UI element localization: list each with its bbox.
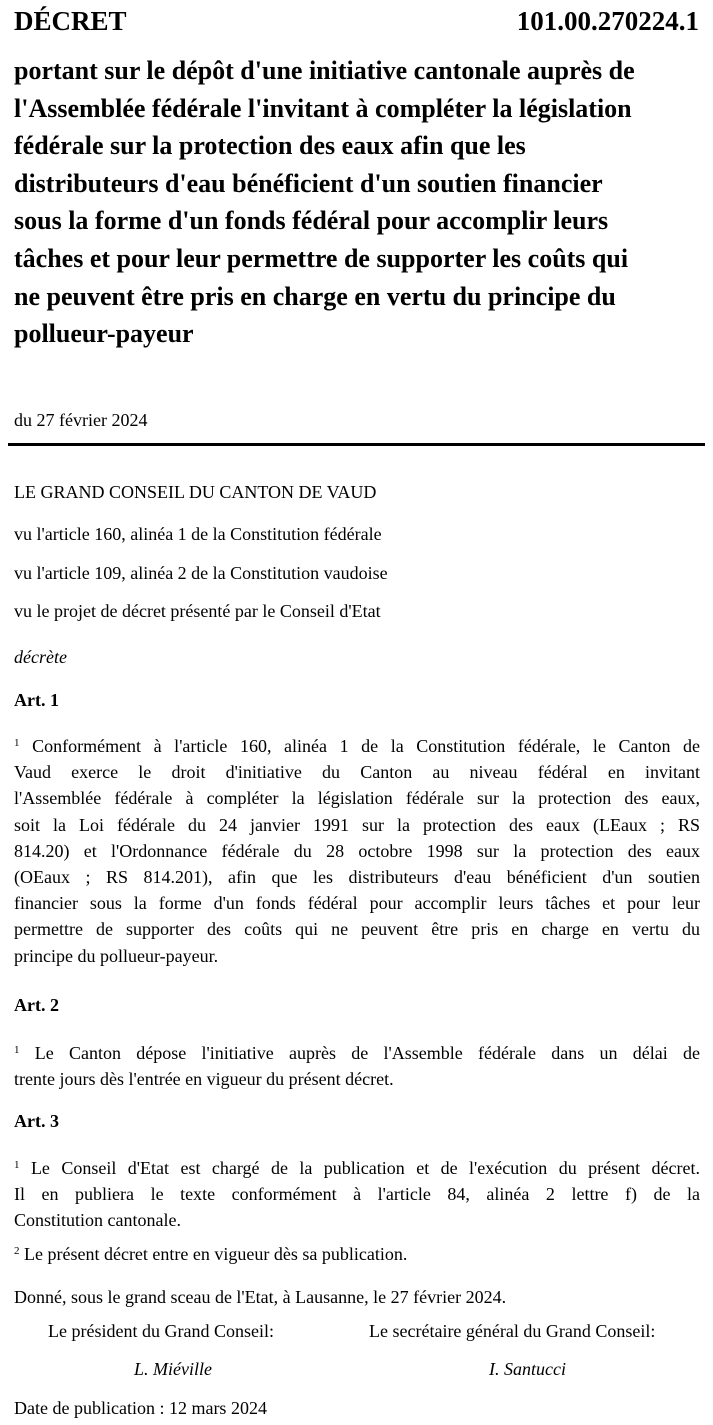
paragraph-line: 814.20) et l'Ordonnance fédérale du 28 octobre 1998 sur la protection des eaux bbox=[14, 840, 700, 861]
paragraph-line: Il en publiera le texte conformément à l'article 84, alinéa 2 lettre f) de la bbox=[14, 1184, 700, 1205]
article-paragraph bbox=[14, 1241, 700, 1267]
president-role: Le président du Grand Conseil: bbox=[48, 1321, 274, 1341]
paragraph-number: 1 bbox=[14, 1044, 20, 1056]
document-header bbox=[14, 6, 699, 42]
secretary-name: I. Santucci bbox=[489, 1359, 566, 1379]
publication-date: Date de publication : 12 mars 2024 bbox=[14, 1398, 267, 1418]
paragraph-line: principe du pollueur-payeur. bbox=[14, 945, 219, 966]
document-number: 101.00.270224.1 bbox=[516, 6, 699, 36]
president-name: L. Miéville bbox=[134, 1359, 212, 1379]
paragraph-line: permettre de supporter des coûts qui ne peuvent être pris en charge en vertu du bbox=[14, 919, 700, 940]
title-line: portant sur le dépôt d'une initiative cantonale auprès de bbox=[14, 56, 635, 85]
secretary-role: Le secrétaire général du Grand Conseil: bbox=[369, 1321, 656, 1341]
authority-heading: LE GRAND CONSEIL DU CANTON DE VAUD bbox=[14, 482, 377, 502]
title-line: pollueur-payeur bbox=[14, 319, 194, 349]
decree-title bbox=[14, 52, 704, 353]
article-paragraph bbox=[14, 733, 700, 969]
paragraph-line: Vaud exerce le droit d'initiative du Canton au niveau fédéral en invitant bbox=[14, 762, 700, 783]
article-heading: Art. 3 bbox=[14, 1111, 59, 1131]
paragraph-line: Le Canton dépose l'initiative auprès de l'Assemble fédérale dans un délai de bbox=[34, 1043, 700, 1063]
title-line: distributeurs d'eau bénéficient d'un soutien financier bbox=[14, 168, 603, 198]
paragraph-line: trente jours dès l'entrée en vigueur du présent décret. bbox=[14, 1069, 394, 1090]
considerant-item: vu l'article 160, alinéa 1 de la Constitution fédérale bbox=[14, 524, 382, 544]
title-line: sous la forme d'un fonds fédéral pour accomplir leurs bbox=[14, 206, 609, 236]
paragraph-number: 1 bbox=[14, 737, 20, 749]
paragraph-line: soit la Loi fédérale du 24 janvier 1991 sur la protection des eaux (LEaux ; RS bbox=[14, 814, 700, 835]
paragraph-line: Le présent décret entre en vigueur dès sa publication. bbox=[24, 1244, 408, 1264]
paragraph-line: l'Assemblée fédérale à compléter la législation fédérale sur la protection des eaux, bbox=[14, 788, 700, 809]
decree-date: du 27 février 2024 bbox=[14, 410, 148, 430]
considerant-item: vu le projet de décret présenté par le Conseil d'Etat bbox=[14, 601, 381, 621]
given-statement: Donné, sous le grand sceau de l'Etat, à Lausanne, le 27 février 2024. bbox=[14, 1287, 507, 1307]
title-line: fédérale sur la protection des eaux afin que les bbox=[14, 131, 526, 161]
paragraph-line: Constitution cantonale. bbox=[14, 1210, 181, 1231]
title-line: tâches et pour leur permettre de supporter les coûts qui bbox=[14, 243, 629, 273]
paragraph-line: (OEaux ; RS 814.201), afin que les distributeurs d'eau bénéficient d'un soutien bbox=[14, 867, 700, 888]
article-paragraph bbox=[14, 1040, 700, 1092]
paragraph-line: Conformément à l'article 160, alinéa 1 de la Constitution fédérale, le Canton de bbox=[32, 736, 701, 756]
article-heading: Art. 2 bbox=[14, 995, 59, 1015]
header-divider bbox=[8, 443, 705, 446]
article-paragraph bbox=[14, 1155, 700, 1234]
paragraph-number: 2 bbox=[14, 1245, 20, 1257]
title-line: l'Assemblée fédérale l'invitant à compléter la législation bbox=[14, 93, 632, 123]
decree-word: décrète bbox=[14, 647, 67, 667]
considerant-item: vu l'article 109, alinéa 2 de la Constitution vaudoise bbox=[14, 563, 388, 583]
article-heading: Art. 1 bbox=[14, 690, 59, 710]
paragraph-number: 1 bbox=[14, 1159, 20, 1171]
document-type: DÉCRET bbox=[14, 6, 127, 36]
paragraph-line: financier sous la forme d'un fonds fédéral pour accomplir leurs tâches et pour leur bbox=[14, 893, 700, 914]
paragraph-line: Le Conseil d'Etat est chargé de la publication et de l'exécution du présent décret. bbox=[30, 1158, 700, 1178]
title-line: ne peuvent être pris en charge en vertu du principe du bbox=[14, 281, 616, 311]
